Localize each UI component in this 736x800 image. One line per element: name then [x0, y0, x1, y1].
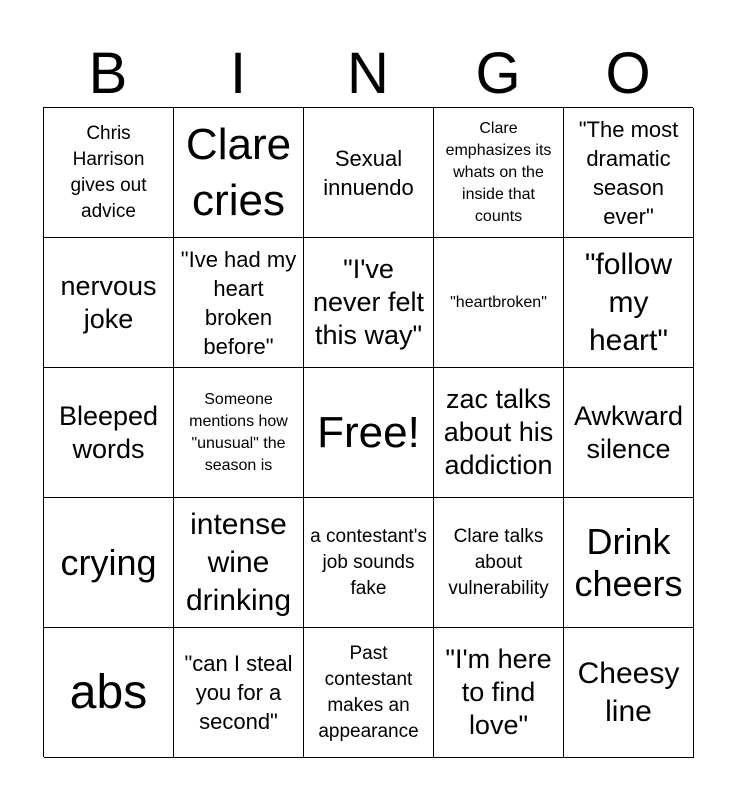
bingo-cell[interactable]: [174, 628, 304, 758]
bingo-cell[interactable]: [304, 628, 434, 758]
bingo-cell[interactable]: [564, 628, 694, 758]
bingo-grid: [43, 107, 693, 757]
cell-text: Clare talks about vulnerability: [448, 525, 549, 599]
cell-text: nervous joke: [60, 270, 157, 334]
bingo-cell[interactable]: [434, 498, 564, 628]
cell-text: Clare cries: [185, 119, 292, 225]
cell-text: "Ive had my heart broken before": [180, 246, 297, 359]
bingo-cell[interactable]: [304, 238, 434, 368]
bingo-cell[interactable]: [174, 108, 304, 238]
bingo-cell[interactable]: [564, 498, 694, 628]
cell-text: abs: [69, 665, 148, 719]
bingo-cell[interactable]: [44, 368, 174, 498]
cell-text: Clare emphasizes its whats on the inside that counts: [445, 119, 552, 225]
cell-text: Bleeped words: [58, 400, 159, 464]
header-letter-o: O: [605, 41, 651, 106]
bingo-cell[interactable]: [564, 108, 694, 238]
bingo-cell[interactable]: [304, 498, 434, 628]
bingo-cell[interactable]: [304, 368, 434, 498]
header-letter-b: B: [88, 41, 128, 106]
bingo-cell[interactable]: [564, 368, 694, 498]
bingo-cell[interactable]: [174, 368, 304, 498]
bingo-cell[interactable]: [44, 498, 174, 628]
cell-text: intense wine drinking: [185, 507, 292, 617]
cell-text: Someone mentions how "unusual" the season is: [189, 390, 288, 474]
bingo-cell[interactable]: [174, 498, 304, 628]
cell-text: Awkward silence: [573, 400, 684, 464]
bingo-cell[interactable]: [44, 108, 174, 238]
cell-text: crying: [60, 541, 157, 583]
bingo-header: [43, 40, 693, 108]
header-letter-n: N: [347, 41, 389, 106]
cell-text: a contestant's job sounds fake: [310, 525, 427, 599]
bingo-cell[interactable]: [434, 368, 564, 498]
bingo-cell[interactable]: [44, 238, 174, 368]
cell-text: zac talks about his addiction: [443, 384, 554, 480]
cell-text: "follow my heart": [584, 247, 673, 357]
cell-text: Cheesy line: [577, 656, 680, 728]
cell-text: "can I steal you for a second": [184, 651, 293, 734]
header-letter-i: I: [229, 41, 247, 106]
cell-text: Free!: [317, 407, 420, 457]
bingo-cell[interactable]: [564, 238, 694, 368]
header-letter-g: G: [475, 41, 521, 106]
cell-text: Chris Harrison gives out advice: [70, 122, 147, 222]
bingo-cell[interactable]: [304, 108, 434, 238]
cell-text: Drink cheers: [574, 520, 683, 604]
cell-text: Sexual innuendo: [323, 145, 414, 200]
bingo-cell[interactable]: [434, 628, 564, 758]
bingo-cell[interactable]: [434, 238, 564, 368]
bingo-cell[interactable]: [174, 238, 304, 368]
bingo-cell[interactable]: [44, 628, 174, 758]
bingo-cell[interactable]: [434, 108, 564, 238]
cell-text: "I'm here to find love": [445, 644, 552, 740]
cell-text: Past contestant makes an appearance: [318, 642, 419, 742]
cell-text: "I've never felt this way": [312, 254, 425, 350]
cell-text: "heartbroken": [450, 293, 547, 311]
cell-text: "The most dramatic season ever": [578, 116, 679, 229]
